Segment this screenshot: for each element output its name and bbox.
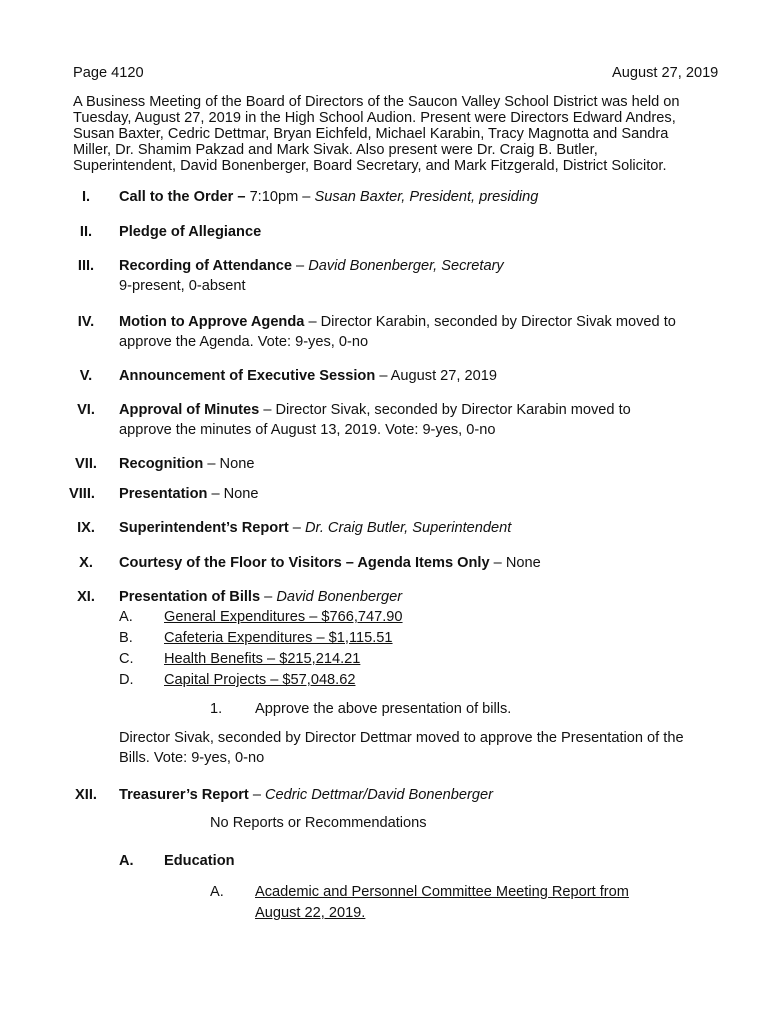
- bill-letter: D.: [119, 672, 134, 688]
- item-number: I.: [81, 189, 91, 205]
- meeting-date: August 27, 2019: [612, 65, 719, 81]
- intro-line: Miller, Dr. Shamim Pakzad and Mark Sivak. Also present were Dr. Craig B. Butler,: [73, 142, 598, 158]
- agenda-item-approve-agenda: Motion to Approve Agenda – Director Karabin, seconded by Director Sivak moved to: [119, 314, 676, 330]
- intro-paragraph: [73, 94, 713, 174]
- item-number: IV.: [77, 314, 95, 330]
- agenda-item-pledge: Pledge of Allegiance: [119, 224, 262, 240]
- agenda-vote: approve the Agenda. Vote: 9-yes, 0-no: [119, 334, 369, 350]
- attendance-count: 9-present, 0-absent: [119, 278, 246, 294]
- bill-letter: C.: [119, 651, 134, 667]
- agenda-item-recognition: Recognition – None: [119, 456, 255, 472]
- bill-capital-projects: Capital Projects – $57,048.62: [164, 672, 356, 688]
- intro-line: Susan Baxter, Cedric Dettmar, Bryan Eichfeld, Michael Karabin, Tracy Magnotta and Sandra: [73, 126, 669, 142]
- approve-bills-text: Approve the above presentation of bills.: [255, 701, 512, 717]
- agenda-item-attendance: Recording of Attendance – David Bonenberger, Secretary: [119, 258, 504, 274]
- intro-line: Tuesday, August 27, 2019 in the High School Audion. Present were Directors Edward Andres,: [73, 110, 676, 126]
- bill-cafeteria-expenditures: Cafeteria Expenditures – $1,115.51: [164, 630, 393, 646]
- item-number: IX.: [77, 520, 95, 536]
- sub-section-letter: A.: [210, 884, 224, 900]
- agenda-item-courtesy-floor: Courtesy of the Floor to Visitors – Agenda Items Only – None: [119, 555, 541, 571]
- item-number: V.: [79, 368, 93, 384]
- minutes-vote: approve the minutes of August 13, 2019. Vote: 9-yes, 0-no: [119, 422, 496, 438]
- item-number: XI.: [77, 589, 95, 605]
- item-number: X.: [79, 555, 93, 571]
- intro-line: Superintendent, David Bonenberger, Board Secretary, and Mark Fitzgerald, District Solicitor.: [73, 158, 667, 174]
- agenda-item-approval-minutes: Approval of Minutes – Director Sivak, seconded by Director Karabin moved to: [119, 402, 631, 418]
- sub-item-number: 1.: [210, 701, 223, 717]
- item-number: II.: [79, 224, 93, 240]
- agenda-item-superintendent-report: Superintendent’s Report – Dr. Craig Butler, Superintendent: [119, 520, 512, 536]
- agenda-item-treasurer-report: Treasurer’s Report – Cedric Dettmar/David Bonenberger: [119, 787, 493, 803]
- bill-general-expenditures: General Expenditures – $766,747.90: [164, 609, 403, 625]
- item-number: III.: [77, 258, 95, 274]
- bill-health-benefits: Health Benefits – $215,214.21: [164, 651, 361, 667]
- page-number: Page 4120: [73, 65, 144, 81]
- committee-report-line1: Academic and Personnel Committee Meeting Report from: [255, 884, 629, 900]
- agenda-item-executive-session: Announcement of Executive Session – August 27, 2019: [119, 368, 497, 384]
- bills-motion: Director Sivak, seconded by Director Dettmar moved to approve the Presentation of the: [119, 730, 684, 746]
- agenda-item-presentation: Presentation – None: [119, 486, 259, 502]
- intro-line: A Business Meeting of the Board of Directors of the Saucon Valley School District was held on: [73, 94, 680, 110]
- section-letter: A.: [119, 853, 134, 869]
- bill-letter: B.: [119, 630, 133, 646]
- committee-report-line2: August 22, 2019.: [255, 905, 366, 921]
- no-reports-note: No Reports or Recommendations: [210, 815, 427, 831]
- agenda-item-presentation-bills: Presentation of Bills – David Bonenberger: [119, 589, 403, 605]
- agenda-item-call-to-order: Call to the Order – 7:10pm – Susan Baxter, President, presiding: [119, 189, 539, 205]
- section-education: Education: [164, 853, 235, 869]
- bill-letter: A.: [119, 609, 133, 625]
- bills-vote: Bills. Vote: 9-yes, 0-no: [119, 750, 265, 766]
- item-number: VI.: [77, 402, 95, 418]
- item-number: VII.: [75, 456, 97, 472]
- item-number: XII.: [75, 787, 97, 803]
- item-number: VIII.: [69, 486, 95, 502]
